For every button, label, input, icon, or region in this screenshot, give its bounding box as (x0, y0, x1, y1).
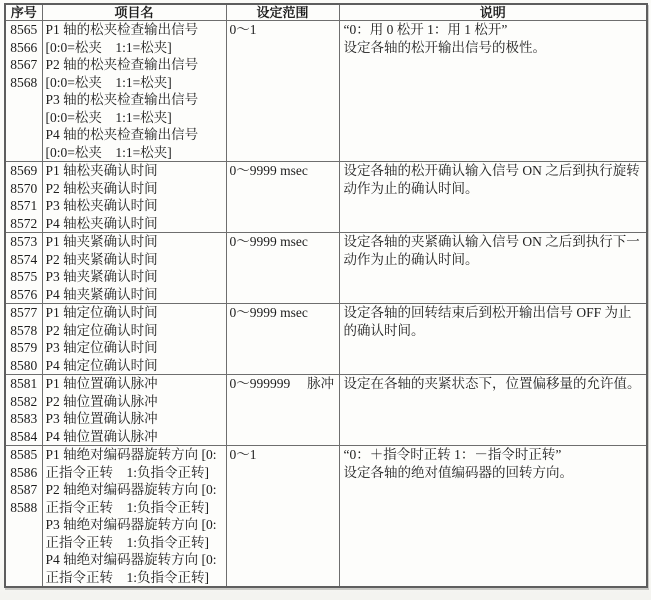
description-cell (339, 446, 647, 588)
column-header-setting-range: 设定范围 (226, 4, 339, 21)
setting-range-cell (226, 446, 339, 588)
param-ids-cell (5, 233, 42, 304)
item-name-line: P3 轴位置确认脉冲 (45, 411, 158, 426)
setting-range-cell (226, 233, 339, 304)
item-name-line: 正指令正转 1:负指令正转] (45, 464, 209, 480)
param-id: 8587 (10, 482, 38, 497)
table-row (5, 162, 647, 233)
item-name-cell (42, 446, 226, 588)
param-ids-cell (5, 21, 42, 162)
item-name-line: P1 轴定位确认时间 (45, 305, 158, 320)
table-row (5, 446, 647, 588)
parameter-table (4, 3, 648, 588)
param-ids-cell (5, 375, 42, 446)
param-id: 8582 (10, 393, 38, 409)
item-name-line: P4 轴松夹确认时间 (45, 215, 158, 231)
item-name-line: P3 轴松夹确认时间 (45, 198, 158, 213)
param-ids-cell (5, 446, 42, 588)
item-name-line: P2 轴位置确认脉冲 (45, 393, 158, 409)
item-name-line: P1 轴位置确认脉冲 (45, 376, 158, 391)
description-line: 动作为止的确认时间。 (343, 251, 479, 267)
item-name-line: P3 轴夹紧确认时间 (45, 269, 158, 284)
item-name-cell (42, 162, 226, 233)
item-name-line: P4 轴定位确认时间 (45, 357, 158, 373)
item-name-line: 正指令正转 1:负指令正转] (45, 499, 209, 515)
param-id: 8580 (10, 357, 38, 373)
param-id: 8573 (10, 234, 38, 249)
table-body (5, 21, 647, 588)
setting-range-cell (226, 21, 339, 162)
description-line: 设定各轴的回转结束后到松开输出信号 OFF 为止 (343, 305, 632, 320)
item-name-line: P3 轴绝对编码器旋转方向 [0: (45, 517, 217, 532)
item-name-line: P1 轴绝对编码器旋转方向 [0: (45, 447, 217, 462)
param-id: 8578 (10, 322, 38, 338)
setting-range-value: 0～9999 msec (229, 163, 308, 178)
description-line: 设定各轴的松开确认输入信号 ON 之后到执行旋转 (343, 163, 640, 178)
param-id: 8577 (10, 305, 38, 320)
param-ids-cell (5, 304, 42, 375)
item-name-line: P1 轴的松夹检查输出信号 (45, 22, 199, 37)
description-cell (339, 233, 647, 304)
item-name-line: [0:0=松夹 1:1=松夹] (45, 74, 172, 90)
description-cell (339, 375, 647, 446)
param-id: 8568 (10, 74, 38, 90)
setting-range-value: 0～1 (229, 447, 257, 462)
item-name-line: P2 轴绝对编码器旋转方向 [0: (45, 482, 217, 497)
item-name-line: P2 轴松夹确认时间 (45, 180, 158, 196)
param-id: 8583 (10, 411, 38, 426)
item-name-line: [0:0=松夹 1:1=松夹] (45, 39, 172, 55)
param-id: 8588 (10, 499, 38, 515)
item-name-cell (42, 375, 226, 446)
item-name-line: 正指令正转 1:负指令正转] (45, 534, 209, 550)
item-name-line: P3 轴定位确认时间 (45, 340, 158, 355)
param-id: 8574 (10, 251, 38, 267)
item-name-line: 正指令正转 1:负指令正转] (45, 569, 209, 585)
description-cell (339, 21, 647, 162)
param-id: 8572 (10, 215, 38, 231)
setting-range-cell (226, 375, 339, 446)
description-cell (339, 304, 647, 375)
document-page (0, 3, 651, 600)
setting-range-cell (226, 304, 339, 375)
param-id: 8565 (10, 22, 38, 37)
item-name-cell (42, 21, 226, 162)
description-line: 设定各轴的松开输出信号的极性。 (343, 39, 546, 55)
table-row (5, 304, 647, 375)
description-line: 设定各轴的夹紧确认输入信号 ON 之后到执行下一 (343, 234, 640, 249)
item-name-line: P4 轴位置确认脉冲 (45, 428, 158, 444)
description-cell (339, 162, 647, 233)
item-name-cell (42, 304, 226, 375)
item-name-line: P4 轴夹紧确认时间 (45, 286, 158, 302)
param-id: 8566 (10, 39, 38, 55)
item-name-line: P4 轴绝对编码器旋转方向 [0: (45, 552, 217, 567)
description-line: 设定各轴的绝对值编码器的回转方向。 (343, 464, 573, 480)
param-id: 8570 (10, 180, 38, 196)
item-name-line: P4 轴的松夹检查输出信号 (45, 127, 199, 142)
item-name-line: P1 轴夹紧确认时间 (45, 234, 158, 249)
param-id: 8581 (10, 376, 38, 391)
description-line: 动作为止的确认时间。 (343, 180, 479, 196)
column-header-index: 序号 (5, 4, 42, 21)
param-id: 8576 (10, 286, 38, 302)
table-row (5, 21, 647, 162)
setting-range-value: 0～1 (229, 22, 257, 37)
param-id: 8584 (10, 428, 38, 444)
description-line: 设定在各轴的夹紧状态下，位置偏移量的允许值。 (343, 376, 641, 391)
param-id: 8569 (10, 163, 38, 178)
header-row (5, 4, 647, 21)
table-row (5, 233, 647, 304)
setting-range-value: 0～9999 msec (229, 234, 308, 249)
item-name-line: [0:0=松夹 1:1=松夹] (45, 109, 172, 125)
item-name-line: P3 轴的松夹检查输出信号 (45, 92, 199, 107)
description-line: “0：用 0 松开 1：用 1 松开” (343, 22, 508, 37)
column-header-item-name: 项目名 (42, 4, 226, 21)
setting-range-value: 0～9999 msec (229, 305, 308, 320)
item-name-line: P2 轴的松夹检查输出信号 (45, 57, 199, 72)
param-id: 8579 (10, 340, 38, 355)
item-name-line: P1 轴松夹确认时间 (45, 163, 158, 178)
param-id: 8586 (10, 464, 38, 480)
item-name-cell (42, 233, 226, 304)
item-name-line: P2 轴夹紧确认时间 (45, 251, 158, 267)
param-id: 8575 (10, 269, 38, 284)
column-header-description: 说明 (339, 4, 647, 21)
table-row (5, 375, 647, 446)
description-line: 的确认时间。 (343, 322, 425, 338)
setting-range-value: 0～999999 脉冲 (229, 376, 335, 391)
item-name-line: [0:0=松夹 1:1=松夹] (45, 144, 172, 160)
param-ids-cell (5, 162, 42, 233)
param-id: 8567 (10, 57, 38, 72)
description-line: “0：＋指令时正转 1：－指令时正转” (343, 447, 562, 462)
param-id: 8585 (10, 447, 38, 462)
param-id: 8571 (10, 198, 38, 213)
item-name-line: P2 轴定位确认时间 (45, 322, 158, 338)
setting-range-cell (226, 162, 339, 233)
